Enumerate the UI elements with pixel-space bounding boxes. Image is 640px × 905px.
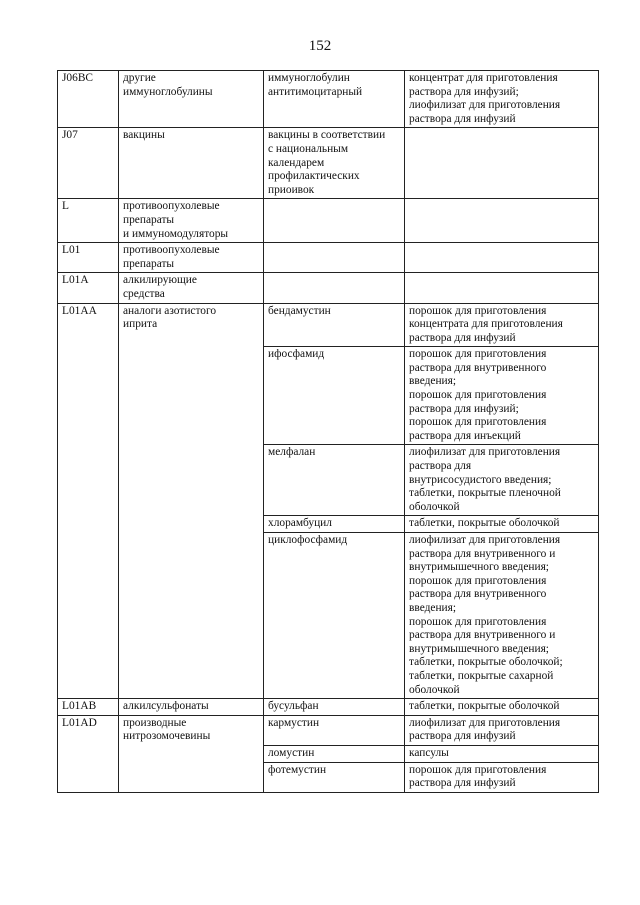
drug-name-cell: мелфалан (264, 445, 405, 516)
group-name-cell: другие иммуноглобулины (119, 71, 264, 128)
dosage-form-cell: лиофилизат для приготовления раствора для внутривенного и внутримышечного введения; порошок для приготовления раствора для внутривенного введения; порошок для приготовления раствора для внутривенного и внутримышечного введения; таблетки, покрытые оболочкой; таблетки, покрытые сахарной оболочкой (405, 533, 599, 699)
dosage-form-cell (405, 243, 599, 273)
group-name-cell: аналоги азотистого иприта (119, 303, 264, 699)
drug-name-cell (264, 273, 405, 303)
dosage-form-cell (405, 273, 599, 303)
atc-code-cell: L01 (58, 243, 119, 273)
atc-code-cell: L01AA (58, 303, 119, 699)
dosage-form-cell (405, 128, 599, 199)
group-name-cell: производные нитрозомочевины (119, 715, 264, 792)
drug-name-cell: ломустин (264, 745, 405, 762)
table-row (58, 71, 599, 128)
group-name-cell: алкилсульфонаты (119, 699, 264, 716)
table-row (58, 128, 599, 199)
atc-code-cell: L01AD (58, 715, 119, 792)
dosage-form-cell: капсулы (405, 745, 599, 762)
atc-code-cell: J06BC (58, 71, 119, 128)
group-name-cell: алкилирующие средства (119, 273, 264, 303)
table-row (58, 303, 599, 347)
atc-code-cell: J07 (58, 128, 119, 199)
drug-name-cell: бендамустин (264, 303, 405, 347)
group-name-cell: вакцины (119, 128, 264, 199)
drug-name-cell: циклофосфамид (264, 533, 405, 699)
dosage-form-cell: порошок для приготовления концентрата для приготовления раствора для инфузий (405, 303, 599, 347)
drug-name-cell: кармустин (264, 715, 405, 745)
dosage-form-cell: концентрат для приготовления раствора для инфузий; лиофилизат для приготовления раствора для инфузий (405, 71, 599, 128)
atc-code-cell: L01AB (58, 699, 119, 716)
drug-table (57, 70, 599, 793)
table-row (58, 243, 599, 273)
table-row (58, 715, 599, 745)
atc-code-cell: L01A (58, 273, 119, 303)
drug-name-cell: иммуноглобулин антитимоцитарный (264, 71, 405, 128)
dosage-form-cell: порошок для приготовления раствора для внутривенного введения; порошок для приготовления раствора для инфузий; порошок для приготовления раствора для инъекций (405, 347, 599, 445)
drug-name-cell (264, 243, 405, 273)
table-row (58, 699, 599, 716)
table-row (58, 199, 599, 243)
drug-name-cell: вакцины в соответствии с национальным календарем профилактических приоивок (264, 128, 405, 199)
dosage-form-cell: лиофилизат для приготовления раствора для внутрисосудистого введения; таблетки, покрытые пленочной оболочкой (405, 445, 599, 516)
drug-name-cell: фотемустин (264, 762, 405, 792)
dosage-form-cell: таблетки, покрытые оболочкой (405, 699, 599, 716)
group-name-cell: противоопухолевые препараты (119, 243, 264, 273)
drug-name-cell (264, 199, 405, 243)
atc-code-cell: L (58, 199, 119, 243)
drug-name-cell: бусульфан (264, 699, 405, 716)
dosage-form-cell: порошок для приготовления раствора для инфузий (405, 762, 599, 792)
dosage-form-cell: таблетки, покрытые оболочкой (405, 516, 599, 533)
dosage-form-cell: лиофилизат для приготовления раствора для инфузий (405, 715, 599, 745)
table-row (58, 273, 599, 303)
group-name-cell: противоопухолевые препараты и иммуномодуляторы (119, 199, 264, 243)
page-number: 152 (308, 38, 332, 54)
dosage-form-cell (405, 199, 599, 243)
drug-name-cell: ифосфамид (264, 347, 405, 445)
drug-name-cell: хлорамбуцил (264, 516, 405, 533)
